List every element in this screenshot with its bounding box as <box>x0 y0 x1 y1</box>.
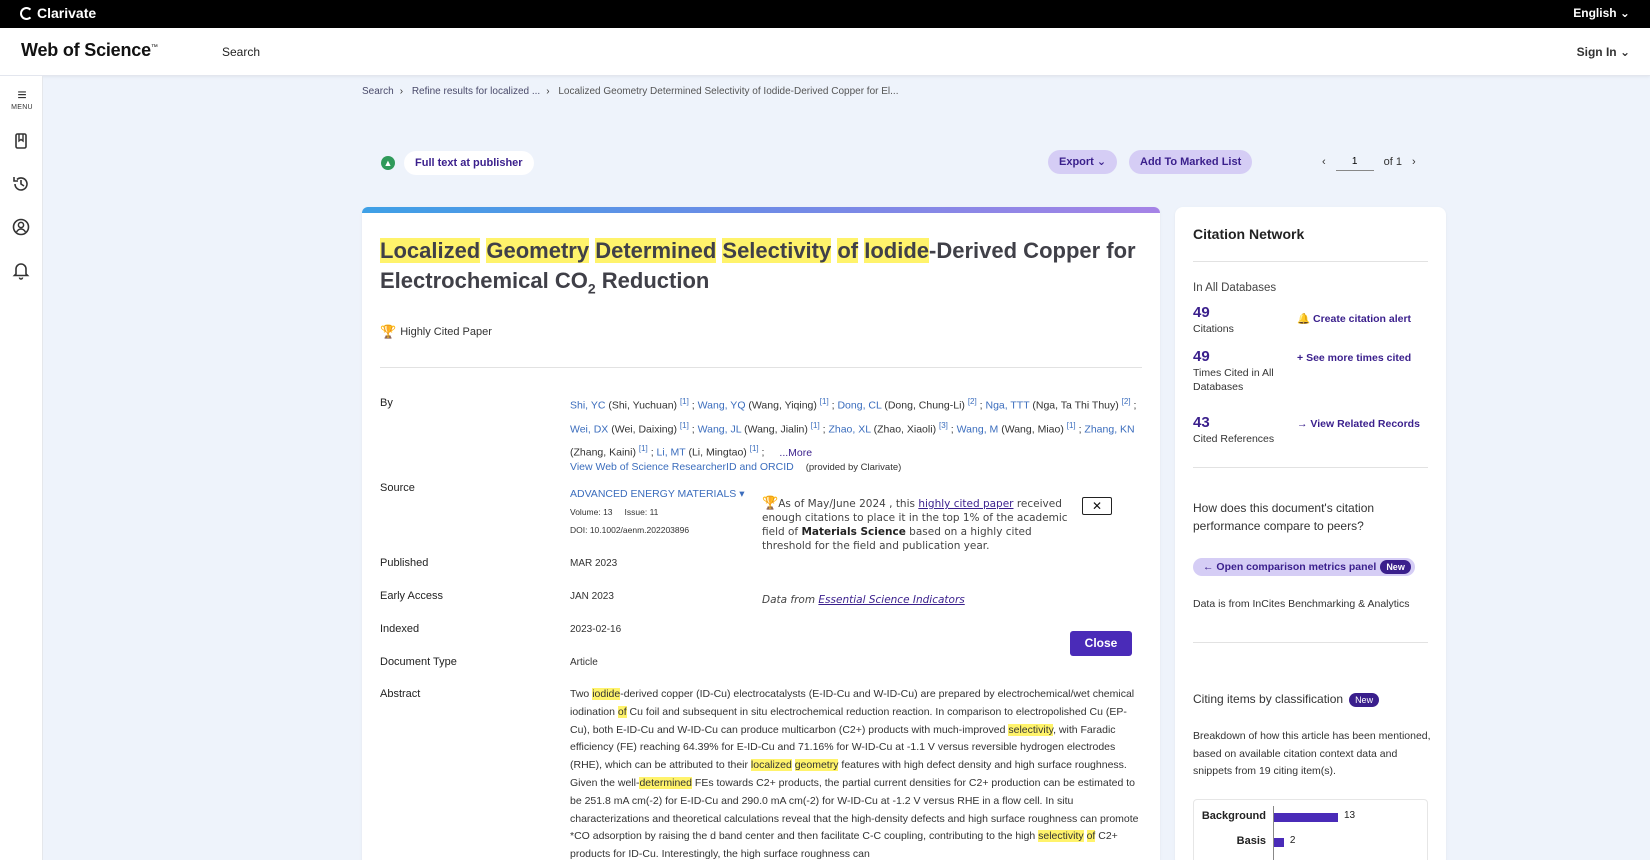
author-full-name: (Wei, Daixing) <box>608 423 680 435</box>
author-link[interactable]: Shi, YC <box>570 399 606 412</box>
tooltip-source <box>762 594 965 606</box>
see-more-label: See more times cited <box>1306 352 1412 364</box>
affiliation-ref[interactable]: [2] <box>967 397 977 406</box>
author-separator: ; <box>758 446 768 459</box>
page-number-input[interactable] <box>1336 153 1374 171</box>
highlighted-term: of <box>837 238 859 263</box>
highlighted-term: Geometry <box>486 238 590 263</box>
citations-metric[interactable] <box>1193 304 1298 336</box>
affiliation-ref[interactable]: [2] <box>1121 397 1131 406</box>
highlighted-term: of <box>617 705 627 718</box>
tooltip-pre: As of May/June 2024 , this <box>778 498 919 510</box>
tooltip-text <box>762 497 1074 553</box>
divider <box>1193 261 1428 262</box>
citation-network-panel <box>1175 207 1446 860</box>
highlighted-term: selectivity <box>1038 830 1084 843</box>
see-more-times-cited-link[interactable] <box>1297 352 1411 364</box>
tooltip-mid: received enough citations to place it in the top 1% of the academic field of <box>762 498 1068 538</box>
cited-references-label: Cited References <box>1193 433 1275 445</box>
in-all-databases-label: In All Databases <box>1193 282 1277 294</box>
source-label: Source <box>380 482 415 494</box>
affiliation-ref[interactable]: [3] <box>938 420 948 430</box>
document-type-value: Article <box>570 657 598 668</box>
times-cited-count: 49 <box>1193 348 1210 365</box>
highlighted-term: localized <box>750 759 792 772</box>
full-text-button[interactable]: Full text at publisher <box>404 151 534 175</box>
affiliation-ref[interactable]: [1] <box>679 397 689 406</box>
times-cited-label: Times Cited in All Databases <box>1193 367 1274 393</box>
divider <box>1193 642 1428 643</box>
alerts-bell-icon[interactable] <box>11 260 31 280</box>
view-related-records-link[interactable] <box>1297 418 1420 430</box>
author-separator: ; <box>688 423 698 435</box>
authors-list <box>570 392 1140 463</box>
highlighted-term: selectivity <box>1008 723 1054 736</box>
author-separator: ; <box>947 423 957 435</box>
history-icon[interactable] <box>11 174 31 194</box>
author-full-name: (Wang, Miao) <box>998 423 1067 435</box>
create-citation-alert-link[interactable] <box>1297 312 1411 325</box>
text-run: C2+ products for ID-Cu. Interestingly, the high surface roughness can <box>570 830 1118 860</box>
divider <box>380 367 1142 368</box>
published-value: MAR 2023 <box>570 558 618 569</box>
close-button[interactable]: Close <box>1070 631 1132 656</box>
citation-network-title: Citation Network <box>1193 226 1305 242</box>
classification-bar <box>1274 813 1338 822</box>
breadcrumb-chevron-icon: › <box>546 86 550 97</box>
author-separator: ; <box>647 446 657 459</box>
text-run: FEs towards C2+ products, the partial current densities for C2+ production can be estimated to be 251.8 mA cm(-2) for E-ID-Cu and 290.0 mA cm(-2) for W-ID-Cu at -1.2 V versus RHE in a flow cell. In situ characterizations and theoretical calculations reveal that the high-density defects and high surface roughness can promote *CO adsorption by raising the d band center and then facilitate C-C coupling, contributing to the high <box>570 776 1139 843</box>
author-link[interactable]: Wang, M <box>956 423 999 435</box>
language-selector[interactable]: English ⌄ <box>1573 6 1630 20</box>
page-of-total: of 1 <box>1383 156 1403 168</box>
early-access-value: JAN 2023 <box>570 591 614 602</box>
issue: Issue: 11 <box>624 507 659 517</box>
citations-label: Citations <box>1193 323 1234 335</box>
author-full-name: (Nga, Ta Thi Thuy) <box>1029 399 1122 412</box>
author-full-name: (Wang, Jialin) <box>741 423 811 435</box>
create-alert-label: Create citation alert <box>1313 313 1412 325</box>
new-badge: New <box>1380 560 1411 574</box>
peers-question: How does this document's citation performance compare to peers? <box>1193 501 1375 533</box>
researcher-id-link[interactable]: View Web of Science ResearcherID and ORCID <box>570 461 794 473</box>
highlighted-term: geometry <box>794 759 839 772</box>
card-accent-bar <box>362 207 1160 213</box>
profile-icon[interactable] <box>11 217 31 237</box>
sign-in-button[interactable]: Sign In ⌄ <box>1576 45 1630 59</box>
tooltip-trophy-icon: 🏆 <box>762 496 779 511</box>
author-full-name: (Zhao, Xiaoli) <box>870 423 939 435</box>
highlighted-term: determined <box>639 776 692 789</box>
author-link[interactable]: Dong, CL <box>837 399 882 412</box>
early-access-label: Early Access <box>380 590 443 602</box>
logo-trademark: ™ <box>150 44 158 51</box>
title-subscript: 2 <box>587 280 596 297</box>
author-separator: ; <box>819 423 829 435</box>
clarivate-logo-icon <box>20 7 33 20</box>
times-cited-metric[interactable] <box>1193 348 1298 394</box>
left-sidebar <box>0 76 43 860</box>
abstract-text <box>570 686 1140 860</box>
affiliation-ref[interactable]: [1] <box>810 420 820 430</box>
text-run: Two <box>570 688 593 700</box>
highlighted-term: Iodide <box>864 238 930 263</box>
author-link[interactable]: Zhao, XL <box>828 423 871 435</box>
text-run: -derived copper (ID-Cu) electrocatalysts (E-ID-Cu and W-ID-Cu) are prepared by electrochemical/wet chemical iodination <box>570 688 1135 718</box>
new-badge: New <box>1349 693 1379 707</box>
tooltip-field: Materials Science <box>801 526 906 538</box>
record-card <box>362 207 1160 860</box>
breadcrumb-search[interactable]: Search <box>362 86 394 97</box>
author-full-name: (Wang, Yiqing) <box>745 399 820 412</box>
cited-references-count: 43 <box>1193 414 1210 431</box>
web-of-science-logo[interactable] <box>21 40 158 61</box>
author-separator: ; <box>828 399 838 412</box>
incites-note: Data is from InCites Benchmarking & Analytics <box>1193 598 1410 610</box>
researcher-id-row <box>570 461 901 473</box>
record-title <box>380 236 1150 303</box>
tooltip-post: based on a highly cited threshold for the field and publication year. <box>762 526 1032 552</box>
abstract-label: Abstract <box>380 688 421 700</box>
arrow-left-icon: ← <box>1203 561 1214 573</box>
trophy-icon: 🏆 <box>380 324 397 339</box>
plus-icon: + <box>1297 352 1304 364</box>
classification-value: 13 <box>1344 810 1356 821</box>
affiliation-ref[interactable]: [1] <box>819 397 829 406</box>
highlighted-term: Selectivity <box>722 238 832 263</box>
author-full-name: (Dong, Chung-Li) <box>881 399 968 412</box>
cited-references-metric[interactable] <box>1193 414 1298 446</box>
author-separator: ; <box>976 399 986 412</box>
author-link[interactable]: Wei, DX <box>570 423 609 435</box>
text-run: , with Faradic efficiency (FE) reaching 64.39% for E-ID-Cu and 71.16% for W-ID-Cu at -1.1 V versus reversible hydrogen electrodes (RHE), which can be attributed to their <box>570 723 1116 772</box>
highlighted-term: Determined <box>595 238 717 263</box>
author-link[interactable]: Li, MT <box>656 446 686 459</box>
author-link[interactable]: Nga, TTT <box>985 399 1030 412</box>
author-separator: ; <box>1075 423 1085 435</box>
text-run: Cu foil and subsequent in situ electrochemical reduction reaction. In comparison to electropolished Cu (EP-Cu), both E-ID-Cu and W-ID-Cu can produce multicarbon (C2+) products with much-improved <box>570 705 1127 736</box>
clarivate-brand-text: Clarivate <box>37 5 97 21</box>
classification-row[interactable] <box>1194 810 1429 824</box>
more-authors-link[interactable]: ...More <box>779 446 813 459</box>
published-label: Published <box>380 557 429 569</box>
highlighted-term: iodide <box>592 688 621 700</box>
author-link[interactable]: Wang, JL <box>697 423 742 435</box>
highly-cited-tooltip <box>758 497 1138 647</box>
author-link[interactable]: Wang, YQ <box>697 399 746 412</box>
highly-cited-badge[interactable] <box>380 324 492 340</box>
indexed-label: Indexed <box>380 623 420 635</box>
author-full-name: (Shi, Yuchuan) <box>605 399 680 412</box>
text-run: -Derived Copper for Electrochemical CO <box>380 238 1136 293</box>
record-pager <box>1322 153 1416 171</box>
bell-icon: 🔔 <box>1297 313 1311 325</box>
breadcrumb-current: Localized Geometry Determined Selectivity of Iodide-Derived Copper for El... <box>558 86 899 97</box>
affiliation-ref[interactable]: [1] <box>679 420 689 430</box>
title-tail: Reduction <box>595 268 710 293</box>
export-button[interactable]: Export ⌄ <box>1048 150 1117 174</box>
add-to-marked-list-button[interactable]: Add To Marked List <box>1129 150 1252 174</box>
prev-record-icon[interactable]: ‹ <box>1322 156 1326 168</box>
tooltip-close-icon[interactable]: ✕ <box>1082 497 1112 515</box>
provided-by-note: (provided by Clarivate) <box>805 462 902 473</box>
menu-icon: ≡ <box>17 87 27 104</box>
highlighted-term: Localized <box>380 238 481 263</box>
open-comparison-label: Open comparison metrics panel <box>1216 561 1377 573</box>
journal-link[interactable]: ADVANCED ENERGY MATERIALS ▾ <box>570 488 745 500</box>
author-separator: ; <box>1130 399 1137 412</box>
marked-list-icon[interactable] <box>11 131 31 151</box>
view-related-label: View Related Records <box>1310 418 1420 430</box>
classification-label: Basis <box>1236 835 1266 847</box>
tooltip-highly-cited-link[interactable]: highly cited paper <box>918 498 1014 510</box>
header-search-link[interactable]: Search <box>222 45 261 59</box>
logo-text: Web of Science <box>21 40 151 60</box>
classification-label: Background <box>1201 810 1266 822</box>
doi: DOI: 10.1002/aenm.202203896 <box>570 525 690 535</box>
open-comparison-metrics-button[interactable] <box>1193 558 1415 576</box>
menu-toggle[interactable] <box>8 88 36 111</box>
divider <box>1193 467 1428 468</box>
affiliation-ref[interactable]: [1] <box>749 444 759 453</box>
esi-link[interactable]: Essential Science Indicators <box>818 594 965 606</box>
app-header <box>0 28 1650 76</box>
document-type-label: Document Type <box>380 656 457 668</box>
menu-label: MENU <box>11 104 33 111</box>
affiliation-ref[interactable]: [1] <box>638 444 648 453</box>
classification-row[interactable] <box>1194 835 1429 849</box>
author-link[interactable]: Zhang, KN <box>1084 423 1135 435</box>
highlighted-term: of <box>1086 830 1096 843</box>
breadcrumb <box>362 86 898 97</box>
breakdown-text: Breakdown of how this article has been mentioned, based on available citation context data and snippets from 19 citing item(s). <box>1193 730 1431 777</box>
volume: Volume: 13 <box>570 507 613 517</box>
classification-bar <box>1274 838 1284 847</box>
highly-cited-label: Highly Cited Paper <box>400 326 492 338</box>
classification-chart <box>1193 799 1428 860</box>
affiliation-ref[interactable]: [1] <box>1066 420 1076 430</box>
classification-value: 2 <box>1289 835 1296 846</box>
breadcrumb-refine[interactable]: Refine results for localized ... <box>411 86 541 97</box>
text-run: features with high defect density and high surface roughness. Given the well- <box>570 759 1127 789</box>
citations-count: 49 <box>1193 304 1210 321</box>
open-access-icon: ▲ <box>381 156 395 170</box>
author-separator: ; <box>688 399 698 412</box>
breadcrumb-chevron-icon: › <box>399 86 404 97</box>
arrow-right-icon: → <box>1297 418 1308 430</box>
author-full-name: (Zhang, Kaini) <box>570 446 639 459</box>
clarivate-bar <box>0 0 1650 28</box>
indexed-value: 2023-02-16 <box>570 624 622 635</box>
by-label: By <box>380 397 393 409</box>
tooltip-src-pre: Data from <box>762 594 819 606</box>
next-record-icon[interactable]: › <box>1412 156 1416 168</box>
author-full-name: (Li, Mingtao) <box>685 446 750 459</box>
citing-items-title <box>1193 692 1379 707</box>
citing-items-label: Citing items by classification <box>1193 692 1344 706</box>
volume-issue <box>570 507 658 517</box>
clarivate-logo[interactable] <box>20 5 96 21</box>
